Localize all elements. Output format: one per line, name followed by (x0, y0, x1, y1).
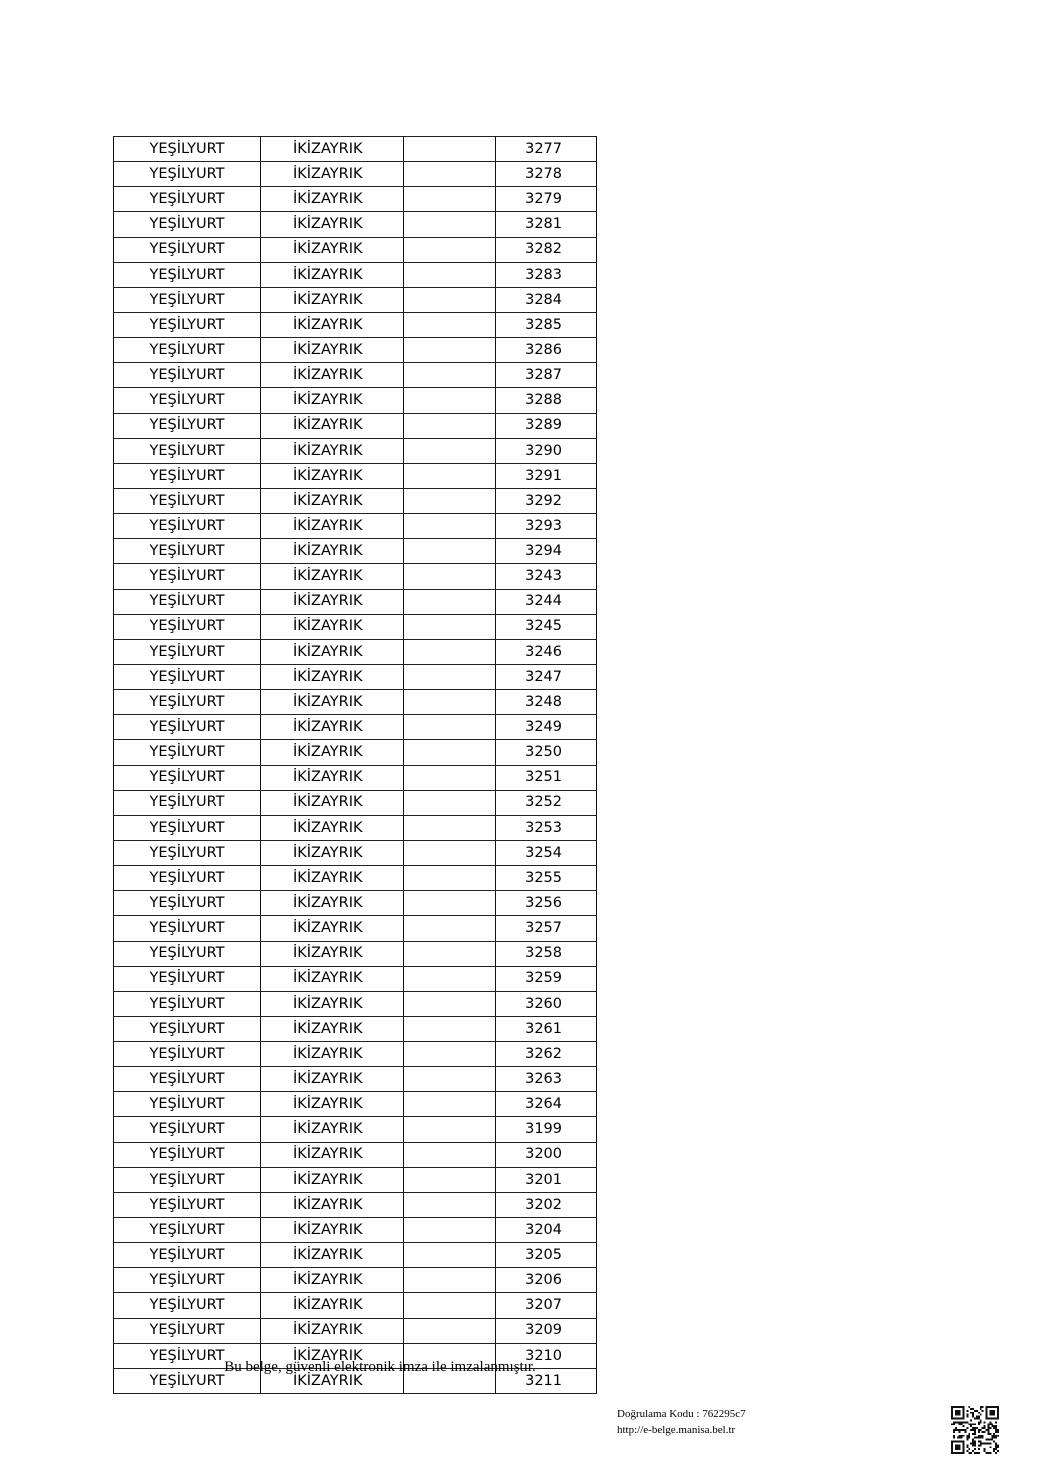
place-cell: İKİZAYRIK (261, 815, 404, 840)
empty-cell (404, 1218, 496, 1243)
parcel-number-cell: 3255 (496, 866, 597, 891)
e-signature-note: Bu belge, güvenli elektronik imza ile imzalanmıştır. (224, 1359, 536, 1375)
place-cell: İKİZAYRIK (261, 514, 404, 539)
district-cell: YEŞİLYURT (114, 589, 261, 614)
empty-cell (404, 1318, 496, 1343)
place-cell: İKİZAYRIK (261, 589, 404, 614)
parcel-number-cell: 3260 (496, 991, 597, 1016)
parcel-number-cell: 3254 (496, 840, 597, 865)
table-row (114, 463, 597, 488)
verification-url: http://e-belge.manisa.bel.tr (617, 1424, 736, 1436)
empty-cell (404, 664, 496, 689)
place-cell: İKİZAYRIK (261, 162, 404, 187)
table-row (114, 1218, 597, 1243)
empty-cell (404, 690, 496, 715)
parcel-number-cell: 3291 (496, 463, 597, 488)
parcel-number-cell: 3261 (496, 1016, 597, 1041)
parcel-number-cell: 3256 (496, 891, 597, 916)
empty-cell (404, 162, 496, 187)
empty-cell (404, 564, 496, 589)
district-cell: YEŞİLYURT (114, 137, 261, 162)
place-cell: İKİZAYRIK (261, 1318, 404, 1343)
place-cell: İKİZAYRIK (261, 564, 404, 589)
empty-cell (404, 262, 496, 287)
district-cell: YEŞİLYURT (114, 715, 261, 740)
table-row (114, 941, 597, 966)
table-row (114, 1117, 597, 1142)
parcel-number-cell: 3278 (496, 162, 597, 187)
table-row (114, 162, 597, 187)
empty-cell (404, 212, 496, 237)
district-cell: YEŞİLYURT (114, 187, 261, 212)
district-cell: YEŞİLYURT (114, 438, 261, 463)
table-row (114, 212, 597, 237)
parcel-number-cell: 3204 (496, 1218, 597, 1243)
parcel-number-cell: 3286 (496, 338, 597, 363)
district-cell: YEŞİLYURT (114, 891, 261, 916)
parcel-number-cell: 3211 (496, 1368, 597, 1393)
place-cell: İKİZAYRIK (261, 639, 404, 664)
parcel-number-cell: 3290 (496, 438, 597, 463)
parcel-number-cell: 3287 (496, 363, 597, 388)
empty-cell (404, 539, 496, 564)
empty-cell (404, 639, 496, 664)
district-cell: YEŞİLYURT (114, 1067, 261, 1092)
place-cell: İKİZAYRIK (261, 966, 404, 991)
place-cell: İKİZAYRIK (261, 1192, 404, 1217)
empty-cell (404, 388, 496, 413)
district-cell: YEŞİLYURT (114, 966, 261, 991)
district-cell: YEŞİLYURT (114, 815, 261, 840)
parcel-number-cell: 3205 (496, 1243, 597, 1268)
district-cell: YEŞİLYURT (114, 1016, 261, 1041)
table-row (114, 488, 597, 513)
parcel-number-cell: 3285 (496, 312, 597, 337)
table-row (114, 1016, 597, 1041)
empty-cell (404, 137, 496, 162)
parcel-number-cell: 3264 (496, 1092, 597, 1117)
parcel-number-cell: 3281 (496, 212, 597, 237)
empty-cell (404, 1067, 496, 1092)
table-row (114, 891, 597, 916)
district-cell: YEŞİLYURT (114, 1243, 261, 1268)
table-row (114, 966, 597, 991)
table-row (114, 664, 597, 689)
parcel-number-cell: 3293 (496, 514, 597, 539)
place-cell: İKİZAYRIK (261, 614, 404, 639)
parcel-number-cell: 3282 (496, 237, 597, 262)
place-cell: İKİZAYRIK (261, 1368, 404, 1393)
table-row (114, 991, 597, 1016)
table-row (114, 1243, 597, 1268)
table-row (114, 312, 597, 337)
parcel-number-cell: 3199 (496, 1117, 597, 1142)
place-cell: İKİZAYRIK (261, 1092, 404, 1117)
district-cell: YEŞİLYURT (114, 740, 261, 765)
table-row (114, 1293, 597, 1318)
place-cell: İKİZAYRIK (261, 891, 404, 916)
empty-cell (404, 840, 496, 865)
district-cell: YEŞİLYURT (114, 212, 261, 237)
district-cell: YEŞİLYURT (114, 363, 261, 388)
empty-cell (404, 866, 496, 891)
district-cell: YEŞİLYURT (114, 463, 261, 488)
parcel-number-cell: 3245 (496, 614, 597, 639)
place-cell: İKİZAYRIK (261, 363, 404, 388)
district-cell: YEŞİLYURT (114, 262, 261, 287)
district-cell: YEŞİLYURT (114, 312, 261, 337)
table-row (114, 715, 597, 740)
place-cell: İKİZAYRIK (261, 212, 404, 237)
table-row (114, 1092, 597, 1117)
parcel-number-cell: 3257 (496, 916, 597, 941)
parcel-number-cell: 3253 (496, 815, 597, 840)
place-cell: İKİZAYRIK (261, 338, 404, 363)
parcel-number-cell: 3284 (496, 287, 597, 312)
table-row (114, 262, 597, 287)
place-cell: İKİZAYRIK (261, 137, 404, 162)
place-cell: İKİZAYRIK (261, 690, 404, 715)
parcel-number-cell: 3259 (496, 966, 597, 991)
place-cell: İKİZAYRIK (261, 840, 404, 865)
district-cell: YEŞİLYURT (114, 237, 261, 262)
district-cell: YEŞİLYURT (114, 1192, 261, 1217)
table-row (114, 514, 597, 539)
parcel-number-cell: 3258 (496, 941, 597, 966)
district-cell: YEŞİLYURT (114, 1268, 261, 1293)
parcel-number-cell: 3249 (496, 715, 597, 740)
place-cell: İKİZAYRIK (261, 740, 404, 765)
empty-cell (404, 1192, 496, 1217)
table-row (114, 690, 597, 715)
verification-code: Doğrulama Kodu : 762295c7 (617, 1408, 746, 1420)
table-row (114, 1142, 597, 1167)
district-cell: YEŞİLYURT (114, 1092, 261, 1117)
place-cell: İKİZAYRIK (261, 790, 404, 815)
place-cell: İKİZAYRIK (261, 866, 404, 891)
empty-cell (404, 916, 496, 941)
district-cell: YEŞİLYURT (114, 388, 261, 413)
parcel-number-cell: 3288 (496, 388, 597, 413)
place-cell: İKİZAYRIK (261, 1268, 404, 1293)
district-cell: YEŞİLYURT (114, 1343, 261, 1368)
empty-cell (404, 614, 496, 639)
place-cell: İKİZAYRIK (261, 1293, 404, 1318)
parcel-table-body (114, 137, 597, 1394)
empty-cell (404, 413, 496, 438)
parcel-number-cell: 3201 (496, 1167, 597, 1192)
table-row (114, 866, 597, 891)
empty-cell (404, 715, 496, 740)
table-row (114, 338, 597, 363)
empty-cell (404, 438, 496, 463)
empty-cell (404, 1117, 496, 1142)
district-cell: YEŞİLYURT (114, 941, 261, 966)
parcel-number-cell: 3243 (496, 564, 597, 589)
parcel-table (113, 136, 597, 1394)
empty-cell (404, 1293, 496, 1318)
parcel-number-cell: 3283 (496, 262, 597, 287)
empty-cell (404, 1092, 496, 1117)
table-row (114, 740, 597, 765)
district-cell: YEŞİLYURT (114, 1368, 261, 1393)
district-cell: YEŞİLYURT (114, 162, 261, 187)
table-row (114, 363, 597, 388)
place-cell: İKİZAYRIK (261, 539, 404, 564)
empty-cell (404, 991, 496, 1016)
district-cell: YEŞİLYURT (114, 1318, 261, 1343)
place-cell: İKİZAYRIK (261, 991, 404, 1016)
place-cell: İKİZAYRIK (261, 488, 404, 513)
place-cell: İKİZAYRIK (261, 916, 404, 941)
parcel-number-cell: 3200 (496, 1142, 597, 1167)
table-row (114, 916, 597, 941)
district-cell: YEŞİLYURT (114, 1142, 261, 1167)
table-row (114, 287, 597, 312)
parcel-number-cell: 3202 (496, 1192, 597, 1217)
qr-code-icon (951, 1406, 999, 1454)
empty-cell (404, 589, 496, 614)
parcel-number-cell: 3206 (496, 1268, 597, 1293)
empty-cell (404, 941, 496, 966)
place-cell: İKİZAYRIK (261, 187, 404, 212)
district-cell: YEŞİLYURT (114, 840, 261, 865)
table-row (114, 1268, 597, 1293)
table-row (114, 388, 597, 413)
district-cell: YEŞİLYURT (114, 1293, 261, 1318)
parcel-number-cell: 3244 (496, 589, 597, 614)
place-cell: İKİZAYRIK (261, 463, 404, 488)
district-cell: YEŞİLYURT (114, 564, 261, 589)
district-cell: YEŞİLYURT (114, 664, 261, 689)
table-row (114, 1318, 597, 1343)
empty-cell (404, 287, 496, 312)
table-row (114, 1042, 597, 1067)
place-cell: İKİZAYRIK (261, 1243, 404, 1268)
empty-cell (404, 363, 496, 388)
empty-cell (404, 514, 496, 539)
place-cell: İKİZAYRIK (261, 312, 404, 337)
table-row (114, 765, 597, 790)
empty-cell (404, 891, 496, 916)
empty-cell (404, 790, 496, 815)
table-row (114, 614, 597, 639)
place-cell: İKİZAYRIK (261, 664, 404, 689)
empty-cell (404, 765, 496, 790)
empty-cell (404, 312, 496, 337)
empty-cell (404, 488, 496, 513)
table-row (114, 137, 597, 162)
parcel-number-cell: 3279 (496, 187, 597, 212)
empty-cell (404, 815, 496, 840)
district-cell: YEŞİLYURT (114, 287, 261, 312)
parcel-number-cell: 3292 (496, 488, 597, 513)
place-cell: İKİZAYRIK (261, 262, 404, 287)
district-cell: YEŞİLYURT (114, 338, 261, 363)
place-cell: İKİZAYRIK (261, 1167, 404, 1192)
empty-cell (404, 1142, 496, 1167)
table-row (114, 564, 597, 589)
place-cell: İKİZAYRIK (261, 413, 404, 438)
table-row (114, 639, 597, 664)
empty-cell (404, 740, 496, 765)
table-row (114, 1167, 597, 1192)
parcel-number-cell: 3209 (496, 1318, 597, 1343)
district-cell: YEŞİLYURT (114, 1167, 261, 1192)
empty-cell (404, 463, 496, 488)
place-cell: İKİZAYRIK (261, 1218, 404, 1243)
district-cell: YEŞİLYURT (114, 614, 261, 639)
place-cell: İKİZAYRIK (261, 765, 404, 790)
table-row (114, 237, 597, 262)
parcel-number-cell: 3247 (496, 664, 597, 689)
table-row (114, 1067, 597, 1092)
empty-cell (404, 966, 496, 991)
parcel-number-cell: 3294 (496, 539, 597, 564)
empty-cell (404, 1268, 496, 1293)
place-cell: İKİZAYRIK (261, 438, 404, 463)
parcel-number-cell: 3289 (496, 413, 597, 438)
table-row (114, 1192, 597, 1217)
district-cell: YEŞİLYURT (114, 1042, 261, 1067)
table-row (114, 187, 597, 212)
empty-cell (404, 1042, 496, 1067)
district-cell: YEŞİLYURT (114, 413, 261, 438)
place-cell: İKİZAYRIK (261, 388, 404, 413)
empty-cell (404, 1016, 496, 1041)
parcel-number-cell: 3210 (496, 1343, 597, 1368)
verification-block (617, 1406, 746, 1438)
parcel-number-cell: 3250 (496, 740, 597, 765)
place-cell: İKİZAYRIK (261, 1142, 404, 1167)
place-cell: İKİZAYRIK (261, 1016, 404, 1041)
district-cell: YEŞİLYURT (114, 866, 261, 891)
district-cell: YEŞİLYURT (114, 916, 261, 941)
parcel-number-cell: 3252 (496, 790, 597, 815)
parcel-number-cell: 3207 (496, 1293, 597, 1318)
district-cell: YEŞİLYURT (114, 1218, 261, 1243)
district-cell: YEŞİLYURT (114, 991, 261, 1016)
district-cell: YEŞİLYURT (114, 765, 261, 790)
place-cell: İKİZAYRIK (261, 715, 404, 740)
parcel-number-cell: 3262 (496, 1042, 597, 1067)
empty-cell (404, 237, 496, 262)
district-cell: YEŞİLYURT (114, 639, 261, 664)
table-row (114, 539, 597, 564)
table-row (114, 413, 597, 438)
table-row (114, 815, 597, 840)
district-cell: YEŞİLYURT (114, 690, 261, 715)
parcel-number-cell: 3251 (496, 765, 597, 790)
parcel-number-cell: 3277 (496, 137, 597, 162)
empty-cell (404, 187, 496, 212)
parcel-number-cell: 3246 (496, 639, 597, 664)
place-cell: İKİZAYRIK (261, 1067, 404, 1092)
table-row (114, 840, 597, 865)
place-cell: İKİZAYRIK (261, 1042, 404, 1067)
district-cell: YEŞİLYURT (114, 539, 261, 564)
district-cell: YEŞİLYURT (114, 514, 261, 539)
parcel-number-cell: 3263 (496, 1067, 597, 1092)
place-cell: İKİZAYRIK (261, 1343, 404, 1368)
place-cell: İKİZAYRIK (261, 1117, 404, 1142)
district-cell: YEŞİLYURT (114, 488, 261, 513)
place-cell: İKİZAYRIK (261, 941, 404, 966)
district-cell: YEŞİLYURT (114, 1117, 261, 1142)
district-cell: YEŞİLYURT (114, 790, 261, 815)
table-row (114, 438, 597, 463)
table-row (114, 589, 597, 614)
empty-cell (404, 338, 496, 363)
parcel-number-cell: 3248 (496, 690, 597, 715)
empty-cell (404, 1243, 496, 1268)
table-row (114, 790, 597, 815)
place-cell: İKİZAYRIK (261, 287, 404, 312)
empty-cell (404, 1167, 496, 1192)
place-cell: İKİZAYRIK (261, 237, 404, 262)
